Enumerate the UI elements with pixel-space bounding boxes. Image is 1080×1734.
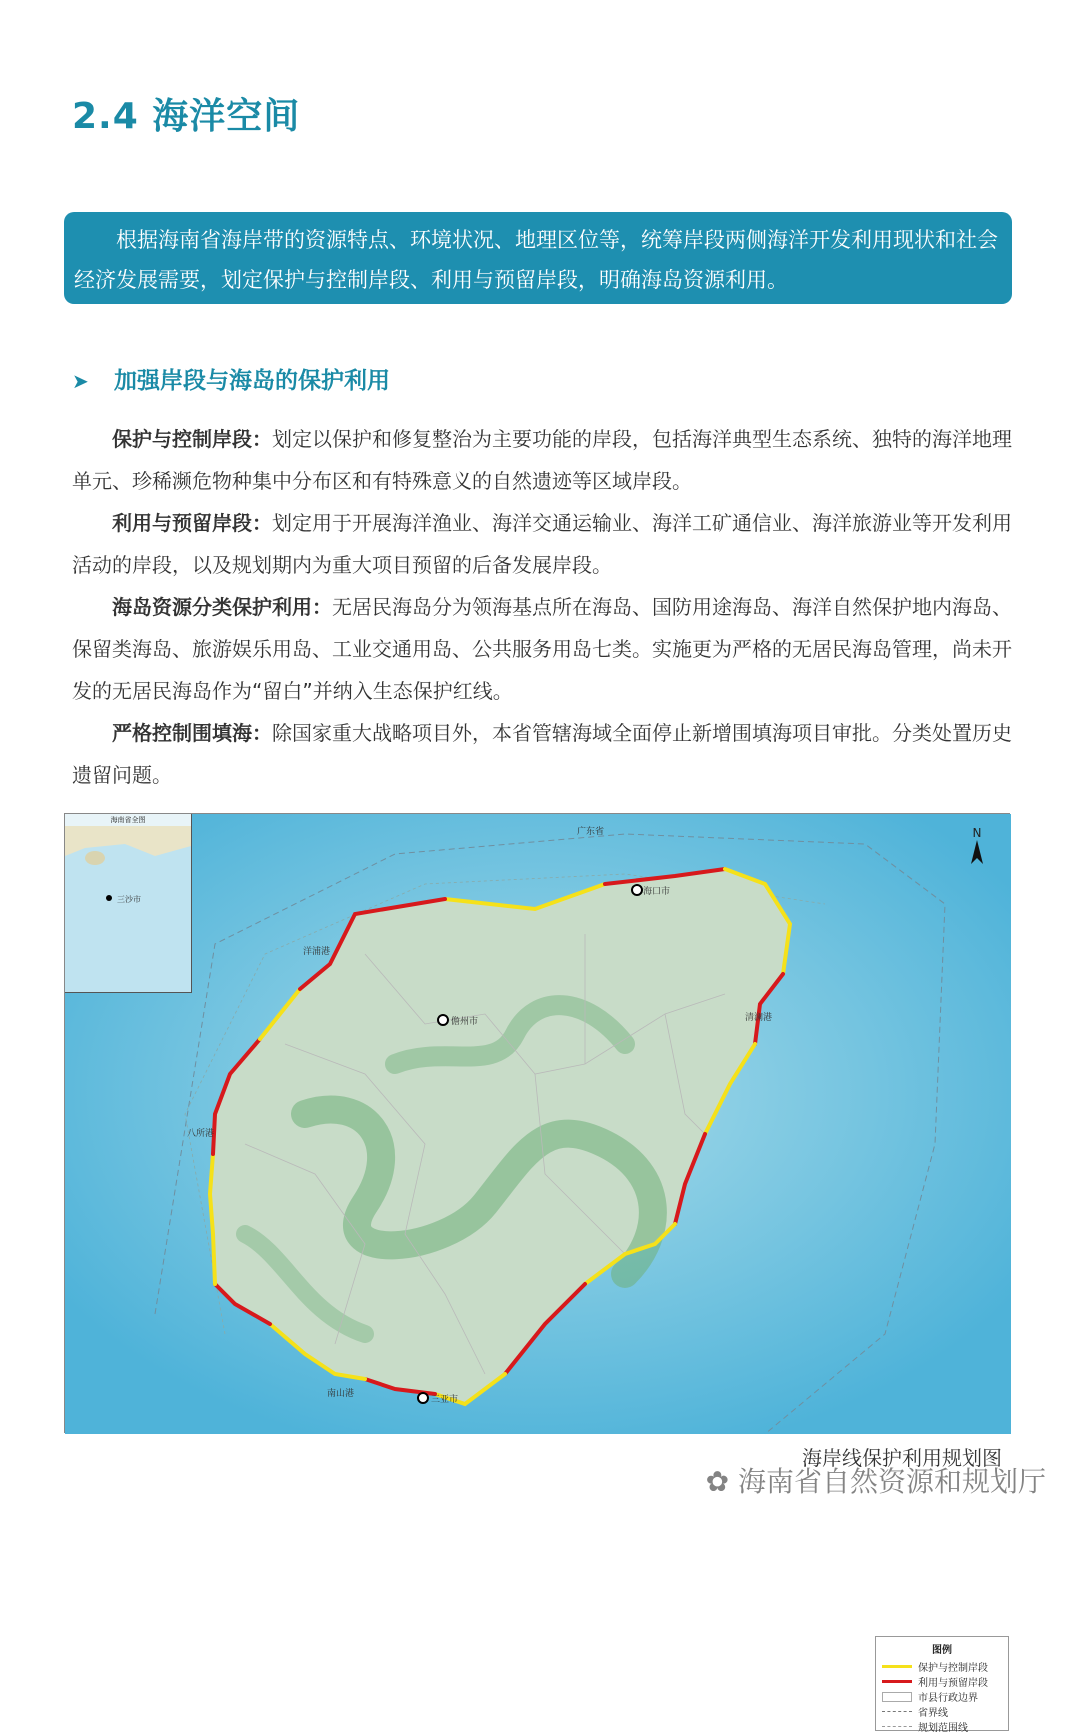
danzhou-marker bbox=[438, 1015, 448, 1025]
inset-map bbox=[65, 814, 192, 993]
port-label-qinglan: 清澜港 bbox=[745, 1013, 773, 1023]
section-heading bbox=[72, 362, 390, 395]
paragraph-text: 划定用于开展海洋渔业、海洋交通运输业、海洋工矿通信业、海洋旅游业等开发利用活动的岸段，以及规划期内为重大项目预留的后备发展岸段。 bbox=[72, 511, 1012, 577]
paragraph-text: 无居民海岛分为领海基点所在海岛、国防用途海岛、海洋自然保护地内海岛、保留类海岛、旅游娱乐用岛、工业交通用岛、公共服务用岛七类。实施更为严格的无居民海岛管理，尚未开发的无居民海岛作为“留白”并纳入生态保护红线。 bbox=[72, 595, 1012, 703]
legend-item bbox=[882, 1674, 1002, 1689]
port-label-basuo: 八所港 bbox=[187, 1129, 215, 1139]
inset-title: 海南省全图 bbox=[65, 814, 191, 827]
intro-box bbox=[64, 212, 1012, 304]
legend-swatch-box bbox=[882, 1692, 912, 1702]
inset-city-label: 三沙市 bbox=[117, 895, 141, 904]
north-label: N bbox=[972, 826, 982, 840]
map-legend bbox=[875, 1636, 1009, 1734]
legend-label: 市县行政边界 bbox=[918, 1693, 978, 1704]
legend-title: 图例 bbox=[932, 1645, 952, 1656]
map-graphic bbox=[65, 814, 1011, 1434]
watermark bbox=[706, 1460, 1046, 1500]
page-title: 2.4 海洋空间 bbox=[72, 96, 301, 137]
city-label-danzhou: 儋州市 bbox=[451, 1017, 479, 1027]
city-label-sanya: 三亚市 bbox=[431, 1395, 459, 1405]
arrow-icon: ➤ bbox=[72, 369, 89, 393]
legend-label: 规划范围线 bbox=[918, 1723, 968, 1734]
legend-label: 保护与控制岸段 bbox=[918, 1663, 988, 1674]
city-label-haikou: 海口市 bbox=[643, 887, 671, 897]
paragraph-text: 除国家重大战略项目外，本省管辖海域全面停止新增围填海项目审批。分类处置历史遗留问题。 bbox=[72, 721, 1012, 787]
north-arrow-icon bbox=[969, 840, 985, 864]
paragraph-label: 利用与预留岸段： bbox=[112, 511, 272, 535]
section-heading-text: 加强岸段与海岛的保护利用 bbox=[114, 368, 390, 394]
paragraph-text: 划定以保护和修复整治为主要功能的岸段，包括海洋典型生态系统、独特的海洋地理单元、珍稀濒危物种集中分布区和有特殊意义的自然遗迹等区域岸段。 bbox=[72, 427, 1012, 493]
watermark-text: 海南省自然资源和规划厅 bbox=[737, 1465, 1046, 1498]
legend-item bbox=[882, 1689, 1002, 1704]
north-arrow bbox=[969, 826, 985, 867]
intro-text: 根据海南省海岸带的资源特点、环境状况、地理区位等，统筹岸段两侧海洋开发利用现状和社会经济发展需要，划定保护与控制岸段、利用与预留岸段，明确海岛资源利用。 bbox=[74, 228, 998, 292]
legend-item bbox=[882, 1704, 1002, 1719]
body-text bbox=[72, 418, 1012, 796]
paragraph-label: 保护与控制岸段： bbox=[112, 427, 272, 451]
paragraph-label: 海岛资源分类保护利用： bbox=[112, 595, 332, 619]
legend-item bbox=[882, 1659, 1002, 1674]
legend-swatch-yellow bbox=[882, 1665, 912, 1668]
paragraph-label: 严格控制围填海： bbox=[112, 721, 272, 745]
wechat-icon: ✿ bbox=[705, 1465, 738, 1498]
legend-label: 省界线 bbox=[918, 1708, 948, 1719]
inset-graphic bbox=[65, 826, 191, 992]
paragraph bbox=[72, 502, 1012, 586]
paragraph bbox=[72, 712, 1012, 796]
legend-swatch-dashed bbox=[882, 1711, 912, 1712]
legend-swatch-dashed bbox=[882, 1726, 912, 1727]
map-caption: 海岸线保护利用规划图 bbox=[802, 1446, 1002, 1470]
haikou-marker bbox=[632, 885, 642, 895]
province-label: 广东省 bbox=[577, 827, 605, 837]
legend-label: 利用与预留岸段 bbox=[918, 1678, 988, 1689]
sanya-marker bbox=[418, 1393, 428, 1403]
port-label-yangpu: 洋浦港 bbox=[303, 947, 331, 957]
legend-item bbox=[882, 1719, 1002, 1734]
legend-swatch-red bbox=[882, 1680, 912, 1683]
paragraph bbox=[72, 418, 1012, 502]
paragraph bbox=[72, 586, 1012, 712]
port-label-nanshan: 南山港 bbox=[327, 1389, 355, 1399]
